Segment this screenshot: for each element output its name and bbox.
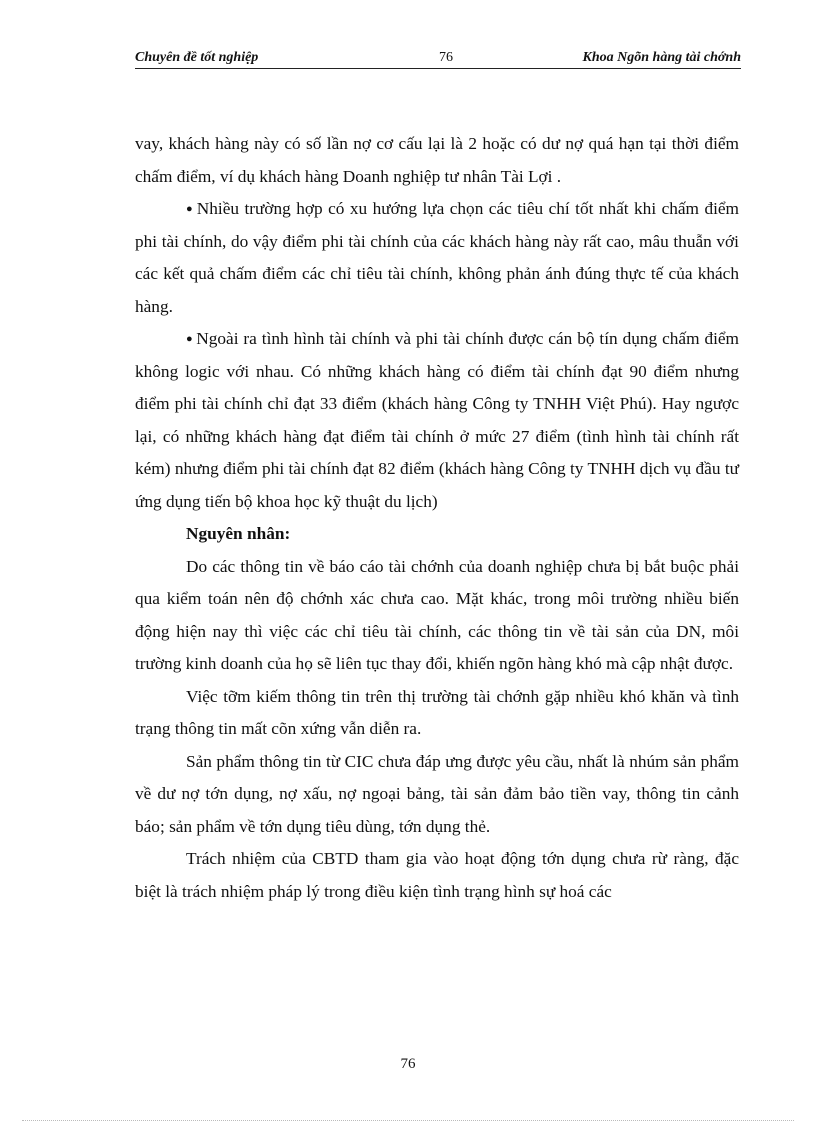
bullet-icon: ● (186, 333, 194, 345)
paragraph: Do các thông tin về báo cáo tài chớnh của doanh nghiệp chưa bị bắt buộc phải qua kiểm toán nên độ chớnh xác chưa cao. Mặt khác, trong môi trường nhiều biến động hiện nay thì việc các chỉ tiêu tài chính, các thông tin về tài sản của DN, môi trường kinh doanh của họ sẽ liên tục thay đổi, khiến ngõn hàng khó mà cập nhật được. (135, 556, 739, 673)
page-header (135, 48, 741, 69)
bullet-text: Nhiều trường hợp có xu hướng lựa chọn các tiêu chí tốt nhất khi chấm điểm phi tài chính, do vậy điểm phi tài chính của các khách hàng này rất cao, mâu thuẫn với các kết quả chấm điểm các chỉ tiêu tài chính, không phản ánh đúng thực tế của khách hàng. (135, 199, 739, 316)
paragraph: Trách nhiệm của CBTD tham gia vào hoạt động tớn dụng chưa rừ ràng, đặc biệt là trách nhiệm pháp lý trong điều kiện tình trạng hình sự hoá các (135, 849, 739, 901)
bullet-paragraph-2 (135, 323, 739, 518)
paragraph: Sản phẩm thông tin từ CIC chưa đáp ưng được yêu cầu, nhất là nhúm sản phẩm về dư nợ tớn dụng, nợ xấu, nợ ngoại bảng, tài sản đảm bảo tiền vay, thông tin cảnh báo; sản phẩm về tớn dụng tiêu dùng, tớn dụng thẻ. (135, 751, 739, 836)
paragraph-continuation: vay, khách hàng này có số lần nợ cơ cấu lại là 2 hoặc có dư nợ quá hạn tại thời điểm chấm điểm, ví dụ khách hàng Doanh nghiệp tư nhân Tài Lợi . (135, 134, 739, 186)
page-bottom-divider (22, 1120, 794, 1121)
header-page-number: 76 (439, 50, 453, 65)
header-title-right: Khoa Ngõn hàng tài chớnh (582, 50, 741, 65)
bullet-text: Ngoài ra tình hình tài chính và phi tài chính được cán bộ tín dụng chấm điểm không logic với nhau. Có những khách hàng có điểm tài chính đạt 90 điểm nhưng điểm phi tài chính chỉ đạt 33 điểm (khách hàng Công ty TNHH Việt Phú). Hay ngược lại, có những khách hàng đạt điểm tài chính ở mức 27 điểm (tình hình tài chính rất kém) nhưng điểm phi tài chính đạt 82 điểm (khách hàng Công ty TNHH dịch vụ đầu tư ứng dụng tiến bộ khoa học kỹ thuật du lịch) (135, 329, 739, 511)
bullet-paragraph-1 (135, 193, 739, 323)
section-heading: Nguyên nhân: (186, 524, 291, 543)
bullet-icon: ● (186, 203, 194, 215)
header-title-left: Chuyên đề tốt nghiệp (135, 50, 259, 65)
paragraph: Việc tỡm kiếm thông tin trên thị trường tài chớnh gặp nhiều khó khăn và tình trạng thông tin mất cõn xứng vẫn diễn ra. (135, 686, 739, 738)
page-footer-number: 76 (400, 1056, 416, 1072)
page-body (135, 128, 739, 908)
